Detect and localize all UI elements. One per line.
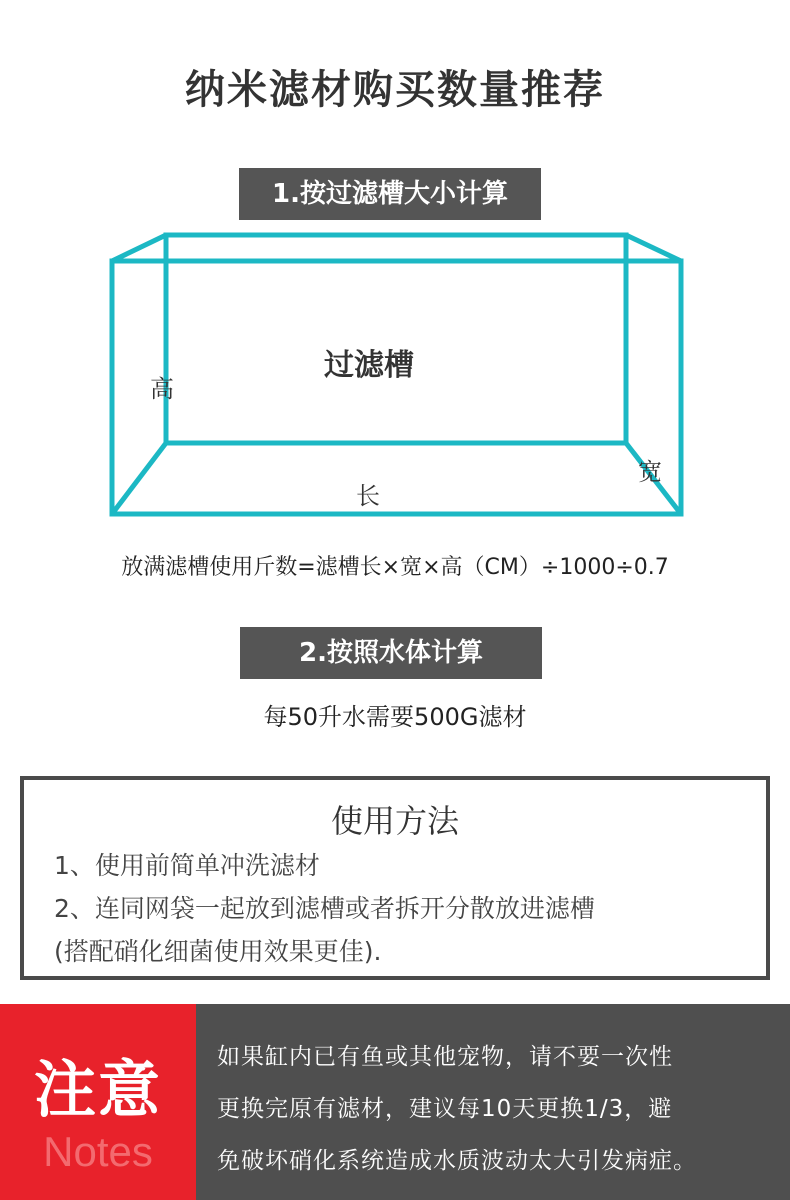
usage-title: 使用方法 (330, 802, 459, 840)
usage-instructions-box (20, 776, 770, 980)
tank-edge-top-right (626, 235, 681, 261)
tank-edge-bottom-left (112, 443, 166, 514)
tank-front-face (112, 261, 681, 514)
usage-line-2: 2、连同网袋一起放到滤槽或者拆开分散放进滤槽 (54, 894, 595, 923)
notice-line-3: 免破坏硝化系统造成水质波动太大引发病症。 (217, 1148, 697, 1174)
tank-back-face (166, 235, 626, 443)
tank-edge-top-left (112, 235, 166, 261)
notice-panel (0, 1004, 790, 1200)
water-volume-text: 每50升水需要500G滤材 (263, 703, 527, 731)
notice-title: 注意 (33, 1053, 162, 1126)
usage-line-1: 1、使用前简单冲洗滤材 (54, 851, 320, 880)
notice-line-1: 如果缸内已有鱼或其他宠物，请不要一次性 (217, 1044, 673, 1070)
usage-line-3: (搭配硝化细菌使用效果更佳). (54, 937, 382, 966)
tank-center-label: 过滤槽 (324, 348, 414, 383)
length-label: 长 (356, 482, 380, 510)
tank-formula: 放满滤槽使用斤数=滤槽长×宽×高（CM）÷1000÷0.7 (121, 555, 669, 580)
filter-tank-diagram (0, 0, 790, 540)
section-label-water-volume: 2.按照水体计算 (240, 627, 542, 679)
notice-badge (0, 1004, 196, 1200)
notice-subtitle: Notes (43, 1128, 153, 1175)
page-title: 纳米滤材购买数量推荐 (185, 67, 605, 113)
width-label: 宽 (638, 458, 662, 486)
section-label-filter-tank: 1.按过滤槽大小计算 (239, 168, 541, 220)
notice-line-2: 更换完原有滤材，建议每10天更换1/3，避 (217, 1096, 673, 1122)
height-label: 高 (150, 375, 174, 403)
